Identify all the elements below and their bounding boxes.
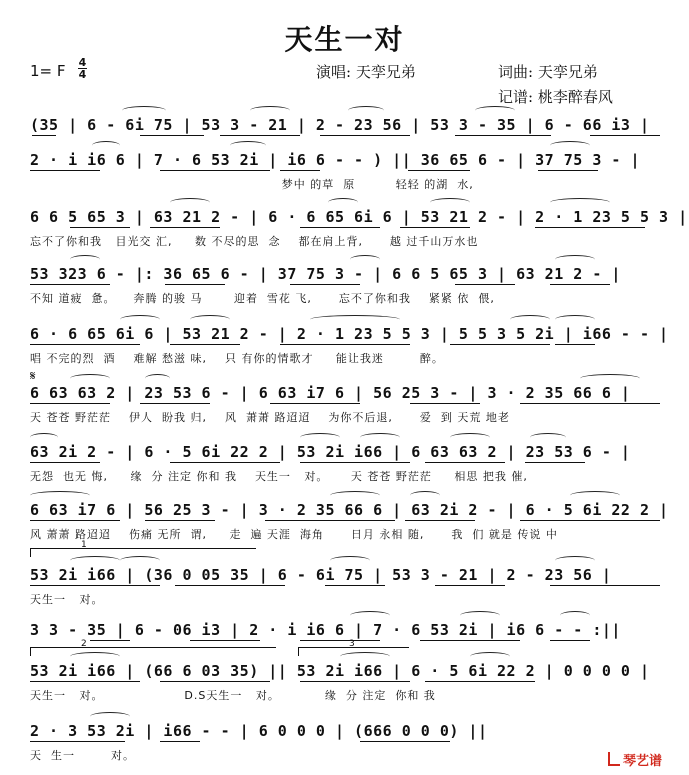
notes: 53 2i i66 | (36 0 05 35 | 6 - 6i 75 | 53 3 - 21 | 2 - 23 56 |: [30, 566, 612, 584]
meter-bottom: 4: [78, 68, 87, 81]
song-title: 天生一对: [284, 23, 405, 56]
volta-2: [30, 639, 276, 656]
lyrics: 梦中 的草 原 轻轻 的湖 水,: [30, 178, 474, 191]
notes: (35 | 6 - 6i 75 | 53 3 - 21 | 2 - 23 56 | 53 3 - 35 | 6 - 66 i3 |: [30, 116, 650, 134]
watermark-text: 琴艺谱: [623, 754, 663, 769]
lyrics: 无怨 也无 悔, 缘 分 注定 你和 我 天生一 对。 天 苍苍 野茫茫 相思 把我 催,: [30, 470, 528, 483]
notes: 6 63 i7 6 | 56 25 3 - | 3 · 2 35 66 6 | 63 2i 2 - | 6 · 5 6i 22 2 |: [30, 501, 669, 519]
notes: 53 2i i66 | (66 6 03 35) || 53 2i i66 | 6 · 5 6i 22 2 | 0 0 0 0 |: [30, 662, 650, 680]
lyrics: 天生一 对。: [30, 593, 104, 606]
writer-credit: 词曲: 天孪兄弟: [498, 63, 598, 81]
volta-number: 3: [349, 639, 355, 649]
time-signature: [78, 57, 87, 80]
meter-top: 4: [78, 56, 87, 69]
key-signature: 1= F: [30, 62, 66, 80]
transcriber-credit: 记谱: 桃李醉春风: [498, 88, 613, 106]
lyrics: 唱 不完的烈 酒 难解 愁滋 味, 只 有你的情歌才 能让我迷 醉。: [30, 352, 444, 365]
notes: 6 6 5 65 3 | 63 21 2 - | 6 · 6 65 6i 6 | 53 21 2 - | 2 · 1 23 5 5 3 |: [30, 208, 688, 226]
volta-number: 1: [81, 540, 87, 550]
singer-credit: 演唱: 天孪兄弟: [316, 63, 416, 81]
lyrics: 不知 道疲 惫。 奔腾 的骏 马 迎着 雪花 飞, 忘不了你和我 紧紧 依 偎,: [30, 292, 495, 305]
segno-sign: 𝄋: [30, 369, 36, 384]
notes: 6 · 6 65 6i 6 | 53 21 2 - | 2 · 1 23 5 5 3 | 5 5 3 5 2i | i66 - - |: [30, 325, 669, 343]
notes: 3 3 - 35 | 6 - 06 i3 | 2 · i i6 6 | 7 · 6 53 2i | i6 6 - - :||: [30, 621, 621, 639]
lyrics: 忘不了你和我 目光交 汇, 数 不尽的思 念 都在肩上背, 越 过千山万水也: [30, 235, 479, 248]
lyrics: 风 萧萧 路迢迢 伤痛 无所 谓, 走 遍 天涯 海角 日月 永相 随, 我 们 就是 传说 中: [30, 528, 558, 541]
lyrics: 天 苍苍 野茫茫 伊人 盼我 归, 风 萧萧 路迢迢 为你不后退, 爱 到 天荒 地老: [30, 411, 510, 424]
site-watermark: [608, 750, 662, 769]
brand-mark-icon: [608, 752, 620, 766]
lyrics: 天 生一 对。: [30, 749, 135, 762]
notes: 2 · 3 53 2i | i66 - - | 6 0 0 0 | (666 0 0 0) ||: [30, 722, 488, 740]
lyrics: 天生一 对。 D.S天生一 对。 缘 分 注定 你和 我: [30, 689, 436, 702]
notes: 6 63 63 2 | 23 53 6 - | 6 63 i7 6 | 56 25 3 - | 3 · 2 35 66 6 |: [30, 384, 631, 402]
volta-number: 2: [81, 639, 87, 649]
notes: 2 · i i6 6 | 7 · 6 53 2i | i6 6 - - ) || 36 65 6 - | 37 75 3 - |: [30, 151, 640, 169]
notes: 63 2i 2 - | 6 · 5 6i 22 2 | 53 2i i66 | 6 63 63 2 | 23 53 6 - |: [30, 443, 631, 461]
notes: 53 323 6 - |: 36 65 6 - | 37 75 3 - | 6 6 5 65 3 | 63 21 2 - |: [30, 265, 621, 283]
